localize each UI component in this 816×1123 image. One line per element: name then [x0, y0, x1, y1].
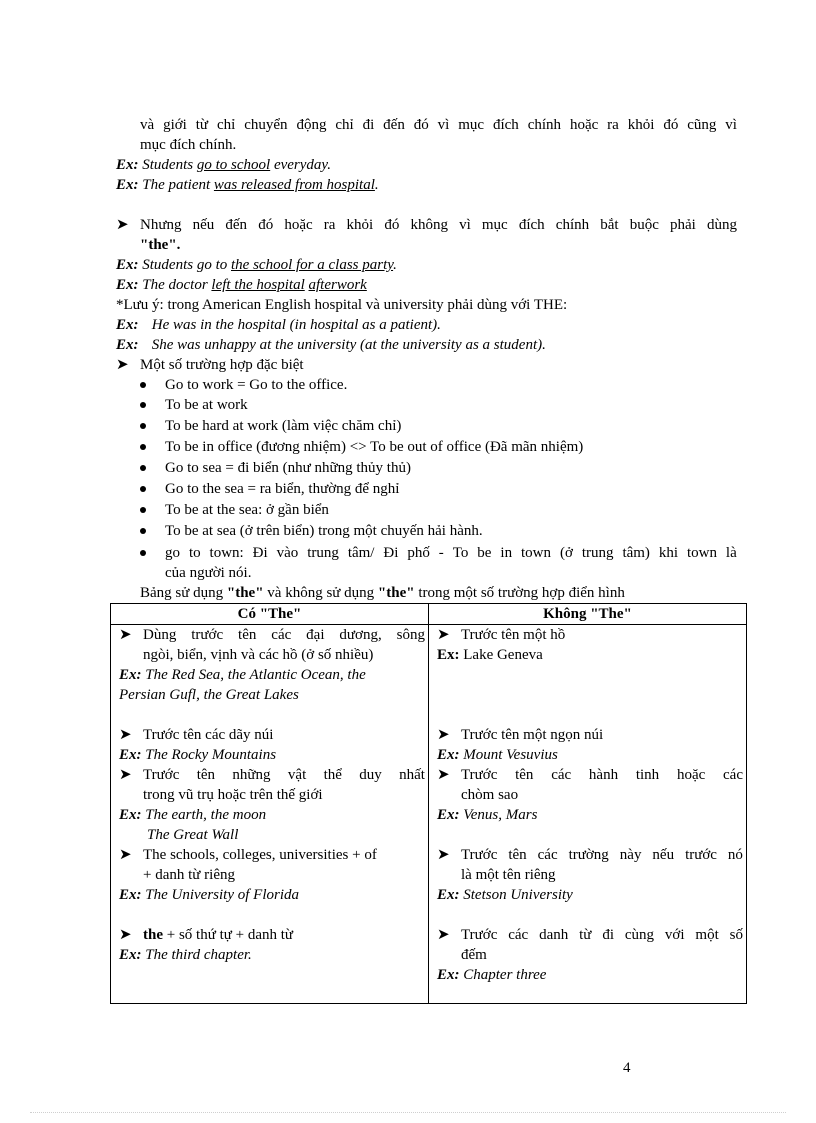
special-item: To be hard at work (làm việc chăm chỉ) — [165, 418, 402, 434]
special-item-continuation: của người nói. — [165, 565, 252, 581]
arrow-bullet-icon: ➤ — [119, 927, 132, 943]
example-class-party: Ex: Students go to the school for a class party. — [116, 257, 397, 273]
special-item: go to town: Đi vào trung tâm/ Đi phố - To be in town (ở trung tâm) khi town là — [165, 545, 737, 561]
special-item: To be at sea (ở trên biển) trong một chuyến hải hành. — [165, 523, 483, 539]
intro-line-2: mục đích chính. — [140, 137, 237, 153]
special-item: To be at the sea: ở gần biển — [165, 502, 329, 518]
example: Ex: The third chapter. — [119, 947, 252, 963]
example: Ex: The Rocky Mountains — [119, 747, 277, 763]
list-item-continuation: trong vũ trụ hoặc trên thế giới — [143, 787, 323, 803]
list-item: ➤ Trước tên một hồ — [437, 627, 566, 643]
intro-line-1: và giới từ chỉ chuyển động chỉ đi đến đó vì mục đích chính hoặc ra khỏi đó cũng vì — [140, 117, 737, 133]
dot-bullet-icon — [140, 486, 146, 492]
special-cases-heading: ➤ Một số trường hợp đặc biệt — [116, 357, 304, 373]
example-doctor-left-hospital: Ex: The doctor left the hospital afterwork — [116, 277, 367, 293]
table-header-row — [111, 604, 747, 625]
list-item: ➤ Trước các danh từ đi cùng với một số — [437, 927, 743, 943]
dot-bullet-icon — [140, 465, 146, 471]
example: Ex: Stetson University — [437, 887, 573, 903]
example-continuation: Persian Gufl, the Great Lakes — [119, 687, 299, 703]
note-example-hospital: Ex: He was in the hospital (in hospital as a patient). — [116, 317, 441, 333]
arrow-bullet-icon: ➤ — [437, 627, 450, 643]
example: Ex: The earth, the moon — [119, 807, 267, 823]
example-continuation: The Great Wall — [147, 827, 239, 843]
list-item-continuation: + danh từ riêng — [143, 867, 235, 883]
list-item: ➤ Trước tên các hành tinh hoặc các — [437, 767, 743, 783]
the-usage-table — [110, 603, 747, 1004]
arrow-bullet-icon: ➤ — [437, 727, 450, 743]
arrow-bullet-icon: ➤ — [119, 627, 132, 643]
without-the-cell — [429, 625, 747, 1004]
dot-bullet-icon — [140, 423, 146, 429]
table-caption: Bảng sử dụng "the" và không sử dụng "the" trong một số trường hợp điển hình — [140, 585, 625, 601]
dot-bullet-icon — [140, 550, 146, 556]
list-item-continuation: đếm — [461, 947, 487, 963]
example: Ex: Mount Vesuvius — [437, 747, 558, 763]
list-item: ➤ Trước tên các trường này nếu trước nó — [437, 847, 743, 863]
list-item: ➤ Trước tên những vật thể duy nhất — [119, 767, 425, 783]
dot-bullet-icon — [140, 528, 146, 534]
point-not-main-purpose-line-2: "the". — [140, 237, 181, 253]
example: Ex: Lake Geneva — [437, 647, 543, 663]
example: Ex: The Red Sea, the Atlantic Ocean, the — [119, 667, 366, 683]
arrow-bullet-icon: ➤ — [119, 767, 132, 783]
special-item: To be in office (đương nhiệm) <> To be out of office (Đã mãn nhiệm) — [165, 439, 584, 455]
american-english-note: *Lưu ý: trong American English hospital và university phải dùng với THE: — [116, 297, 568, 313]
dot-bullet-icon — [140, 444, 146, 450]
arrow-bullet-icon: ➤ — [116, 217, 129, 233]
arrow-bullet-icon: ➤ — [437, 847, 450, 863]
arrow-bullet-icon: ➤ — [119, 727, 132, 743]
dot-bullet-icon — [140, 507, 146, 513]
with-the-cell — [111, 625, 429, 1004]
special-item: Go to the sea = ra biển, thường để nghỉ — [165, 481, 400, 497]
table-row — [111, 625, 747, 1004]
list-item: ➤ the + số thứ tự + danh từ — [119, 927, 294, 943]
arrow-bullet-icon: ➤ — [437, 927, 450, 943]
special-item: To be at work — [165, 397, 248, 413]
arrow-bullet-icon: ➤ — [116, 357, 129, 373]
list-item-continuation: chòm sao — [461, 787, 519, 803]
example: Ex: The University of Florida — [119, 887, 299, 903]
list-item: ➤ Trước tên các dãy núi — [119, 727, 274, 743]
example: Ex: Venus, Mars — [437, 807, 538, 823]
arrow-bullet-icon: ➤ — [119, 847, 132, 863]
list-item: ➤ The schools, colleges, universities + of — [119, 847, 377, 863]
example: Ex: Chapter three — [437, 967, 547, 983]
page-bottom-divider — [30, 1112, 786, 1113]
special-item: Go to sea = đi biển (như những thủy thủ) — [165, 460, 411, 476]
dot-bullet-icon — [140, 382, 146, 388]
dot-bullet-icon — [140, 402, 146, 408]
note-example-university: Ex: She was unhappy at the university (at the university as a student). — [116, 337, 546, 353]
list-item-continuation: là một tên riêng — [461, 867, 556, 883]
special-item: Go to work = Go to the office. — [165, 377, 348, 393]
list-item-continuation: ngòi, biển, vịnh và các hồ (ở số nhiều) — [143, 647, 374, 663]
example-go-to-school: Ex: Students go to school everyday. — [116, 157, 331, 173]
column-header-without-the: Không "The" — [429, 604, 747, 625]
point-not-main-purpose: ➤ Nhưng nếu đến đó hoặc ra khỏi đó không vì mục đích chính bắt buộc phải dùng — [116, 217, 737, 233]
arrow-bullet-icon: ➤ — [437, 767, 450, 783]
example-released-from-hospital: Ex: The patient was released from hospital. — [116, 177, 379, 193]
list-item: ➤ Trước tên một ngọn núi — [437, 727, 604, 743]
page-number: 4 — [623, 1060, 631, 1076]
column-header-with-the: Có "The" — [111, 604, 429, 625]
list-item: ➤ Dùng trước tên các đại dương, sông — [119, 627, 425, 643]
